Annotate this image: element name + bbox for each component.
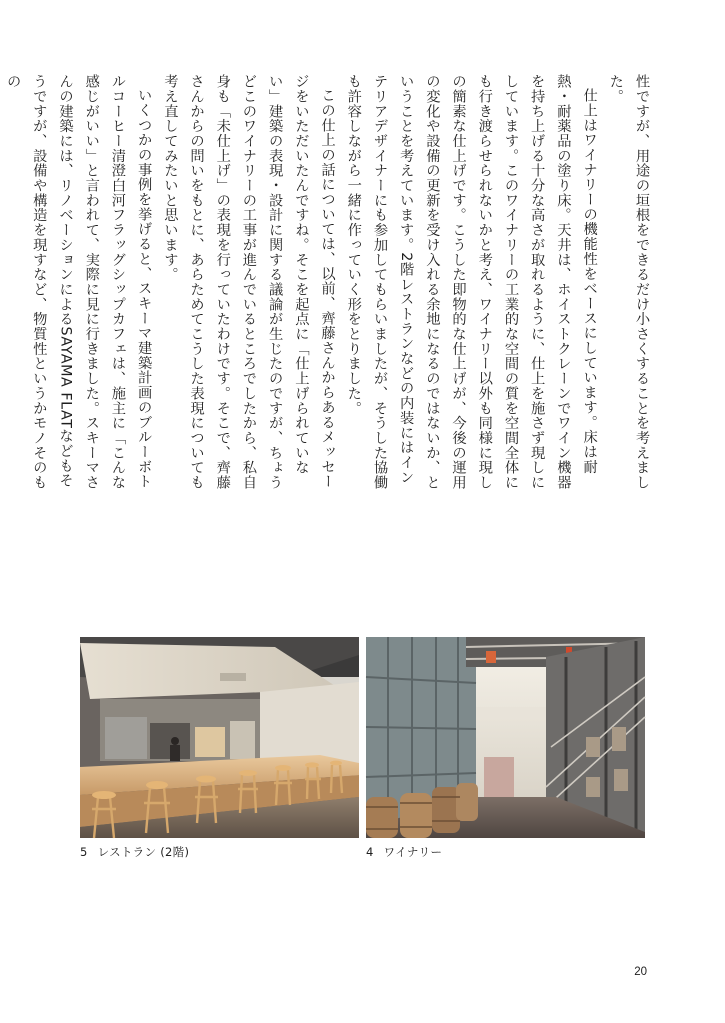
figure-number: 5 — [80, 845, 88, 859]
restaurant-photo — [80, 637, 359, 838]
article-paragraph-3: この仕上の話については、以前、齊藤さんからあるメッセージをいただいたんですね。そこを起点に「仕上げられていない」建築の表現・設計に関する議論が生じたのですが、ちょうどこのワイナリーの工事が進んでいるところでしたから、私自身も「未仕上げ」の表現を行っていたわけです。そこで、齊藤さんからの問いをもとに、あらためてこうした表現についても考え直してみたいと思います。 — [162, 74, 336, 490]
restaurant-caption — [80, 844, 189, 860]
page-number: 20 — [634, 966, 647, 978]
article-paragraph-4: いくつかの事例を挙げると、スキーマ建築計画のブルーボトルコーヒー清澄白河フラッグシップカフェは、施主に「こんな感じがいい」と言われて、実際に見に行きました。スキーマさんの建築には、リノベーションによるSAYAMA FLATなどもそうですが、設備や構造を現すなど、物質性というかモノそのもの — [5, 74, 153, 490]
winery-caption — [366, 844, 442, 860]
article-paragraph-1: 性ですが、用途の垣根をできるだけ小さくすることを考えました。 — [607, 74, 650, 490]
article-body — [5, 74, 655, 492]
figure-number: 4 — [366, 845, 374, 859]
figure-caption-text: ワイナリー — [383, 845, 443, 859]
figure-caption-text: レストラン (2階) — [97, 845, 190, 859]
article-paragraph-2: 仕上はワイナリーの機能性をベースにしています。床は耐熱・耐薬品の塗り床。天井は、ホイストクレーンでワイン機器を持ち上げる十分な高さが取れるように、仕上を施さず現しにしています。このワイナリーの工業的な空間の質を空間全体にも行き渡らせられないかと考え、ワイナリー以外も同様に現しの簡素な仕上げです。こうした即物的な仕上げが、今後の運用の変化や設備の更新を受け入れる余地になるのではないか、ということを考えています。2階レストランなどの内装にはインテリアデザイナーにも参加してもらいましたが、そうした協働も許容しながら一緒に作っていく形をとりました。 — [345, 74, 598, 490]
winery-photo — [366, 637, 645, 838]
